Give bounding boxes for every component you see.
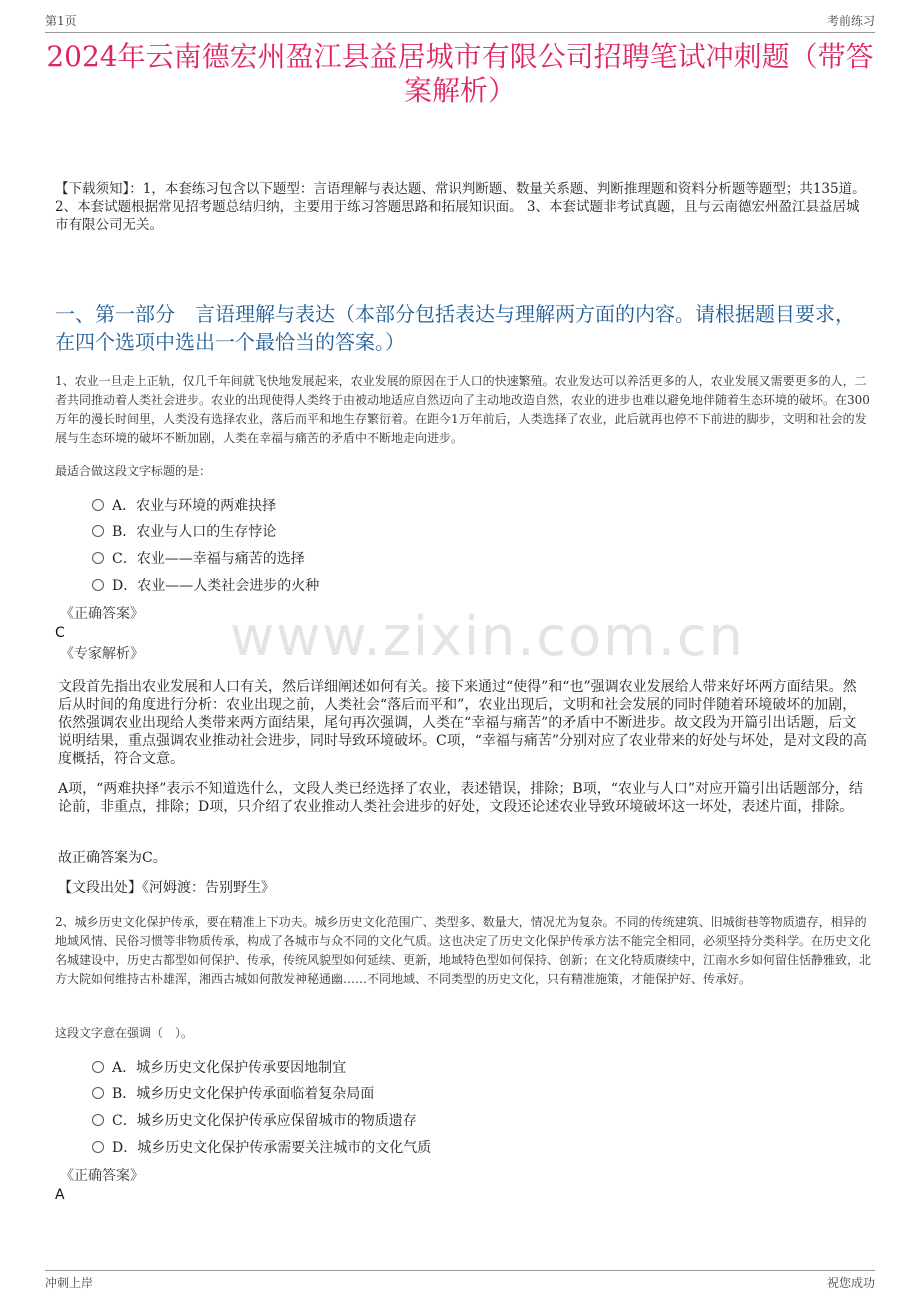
q1-analysis-label: 《专家解析》 (60, 646, 144, 662)
q1-answer: C (55, 625, 65, 641)
q2-stem: 2、城乡历史文化保护传承，要在精准上下功夫。城乡历史文化范围广、类型多、数量大，情况尤为复杂。不同的传统建筑、旧城街巷等物质遗存，相异的地域风情、民俗习惯等非物质传承，构成了各城市与众不同的文化气质。这也决定了历史文化保护传承方法不能完全相同，必须坚持分类科学。在历史文化名城建设中，历史古都型如何保护、传承，传统风貌型如何延续、更新，地域特色型如何保持、创新；在文化特质赓续中，江南水乡如何留住恬静雅致，北方大院如何维持古朴雄浑，湘西古城如何散发神秘通幽……不同地域、不同类型的历史文化，只有精准施策，才能保护好、传承好。 (55, 915, 872, 986)
radio-icon[interactable] (92, 552, 104, 564)
footer-left: 冲刺上岸 (45, 1276, 94, 1290)
q1-option-d[interactable] (92, 576, 319, 596)
radio-icon[interactable] (92, 1061, 104, 1073)
q1-analysis-paragraph-1: 文段首先指出农业发展和人口有关，然后详细阐述如何有关。接下来通过“使得”和“也”强调农业发展给人带来好坏两方面结果。然后从时间的角度进行分析：农业出现之前，人类社会“落后而平和”，农业出现后，文明和社会发展的同时伴随着环境破坏的加剧，依然强调农业出现给人类带来两方面结果，尾句再次强调，人类在“幸福与痛苦”的矛盾中不断进步。故文段为开篇引出话题，后文说明结果，重点强调农业推动社会进步，同时导致环境破坏。C项，“幸福与痛苦”分别对应了农业带来的好处与坏处，是对文段的高度概括，符合文意。 (58, 679, 868, 767)
section-heading: 一、第一部分 言语理解与表达（本部分包括表达与理解两方面的内容。请根据题目要求，在四个选项中选出一个最恰当的答案。） (55, 302, 855, 354)
option-label: C．城乡历史文化保护传承应保留城市的物质遗存 (112, 1113, 417, 1129)
radio-icon[interactable] (92, 579, 104, 591)
q1-option-a[interactable] (92, 496, 276, 516)
q2-option-c[interactable] (92, 1111, 417, 1131)
radio-icon[interactable] (92, 1087, 104, 1099)
option-label: D．农业——人类社会进步的火种 (112, 578, 320, 594)
watermark: www.zixin.com.cn (230, 605, 745, 668)
radio-icon[interactable] (92, 525, 104, 537)
option-label: D．城乡历史文化保护传承需要关注城市的文化气质 (112, 1140, 432, 1156)
q1-conclusion: 故正确答案为C。 (58, 850, 167, 866)
q2-question: 这段文字意在强调（ ）。 (55, 1026, 194, 1040)
option-label: A．农业与环境的两难抉择 (112, 498, 277, 514)
option-label: C．农业——幸福与痛苦的选择 (112, 551, 305, 567)
page-title: 2024年云南德宏州盈江县益居城市有限公司招聘笔试冲刺题（带答案解析） (46, 40, 874, 107)
q2-answer: A (55, 1187, 65, 1203)
q1-source: 【文段出处】《河姆渡：告别野生》 (58, 880, 275, 896)
q2-answer-label: 《正确答案》 (60, 1168, 144, 1184)
q1-answer-label: 《正确答案》 (60, 606, 144, 622)
q1-stem: 1、农业一旦走上正轨，仅几千年间就飞快地发展起来，农业发展的原因在于人口的快速繁殖。农业发达可以养活更多的人，农业发展又需要更多的人，二者共同推动着人类社会进步。农业的出现使得人类终于由被动地适应自然迈向了主动地改造自然，农业的进步也难以避免地伴随着生态环境的破坏。在300万年的漫长时间里，人类没有选择农业，落后而平和地生存繁衍着。在距今1万年前后，人类选择了农业，此后就再也停不下前进的脚步，文明和社会的发展与生态环境的破坏不断加剧，人类在幸福与痛苦的矛盾中不断地走向进步。 (55, 374, 870, 445)
radio-icon[interactable] (92, 1114, 104, 1126)
q2-option-d[interactable] (92, 1138, 431, 1158)
option-label: B．农业与人口的生存悖论 (112, 524, 277, 540)
page-footer (45, 1270, 875, 1293)
q2-option-a[interactable] (92, 1058, 346, 1078)
q1-option-c[interactable] (92, 549, 305, 569)
option-label: A．城乡历史文化保护传承要因地制宜 (112, 1060, 347, 1076)
q1-question: 最适合做这段文字标题的是： (55, 464, 212, 478)
radio-icon[interactable] (92, 1141, 104, 1153)
page-number: 第1页 (45, 14, 77, 28)
q2-option-b[interactable] (92, 1084, 374, 1104)
q1-option-b[interactable] (92, 522, 276, 542)
option-label: B．城乡历史文化保护传承面临着复杂局面 (112, 1086, 375, 1102)
radio-icon[interactable] (92, 499, 104, 511)
download-notice: 【下载须知】：1，本套练习包含以下题型：言语理解与表达题、常识判断题、数量关系题、判断推理题和资料分析题等题型；共135道。 2、本套试题根据常见招考题总结归纳，主要用于练习答题思路和拓展知识面。 3、本套试题非考试真题，且与云南德宏州盈江县益居城市有限公司无关。 (55, 181, 866, 233)
q1-analysis-paragraph-2: A项，“两难抉择”表示不知道选什么，文段人类已经选择了农业，表述错误，排除；B项，“农业与人口”对应开篇引出话题部分，结论前，非重点，排除；D项，只介绍了农业推动人类社会进步的好处，文段还论述农业导致环境破坏这一坏处，表述片面，排除。 (58, 781, 864, 815)
header-tag: 考前练习 (826, 14, 875, 28)
footer-right: 祝您成功 (826, 1276, 875, 1290)
page-header (45, 10, 875, 33)
